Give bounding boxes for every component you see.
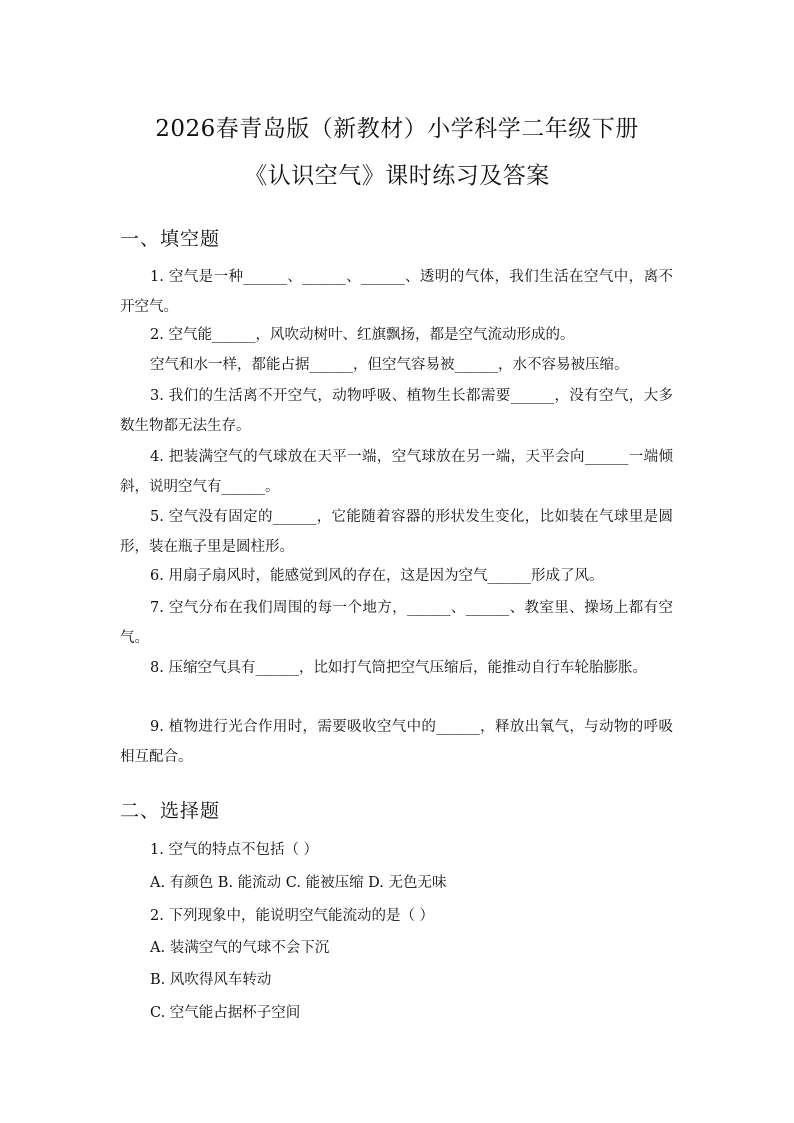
choice-question-1: 1. 空气的特点不包括（ ） <box>150 842 319 858</box>
choice-question-2-option-a: A. 装满空气的气球不会下沉 <box>150 940 330 956</box>
fill-question-2-continued: 空气和水一样，都能占据______，但空气容易被______，水不容易被压缩。 <box>150 357 629 373</box>
choice-question-2: 2. 下列现象中，能说明空气能流动的是（ ） <box>150 908 435 924</box>
section-heading-choice: 二、选择题 <box>120 800 221 822</box>
fill-question-8: 8. 压缩空气具有______，比如打气筒把空气压缩后，能推动自行车轮胎膨胀。 <box>150 660 647 676</box>
fill-question-3: 3. 我们的生活离不开空气，动物呼吸、植物生长都需要______，没有空气，大多数生物都无法生存。 <box>120 388 673 434</box>
document-title-line2: 《认识空气》课时练习及答案 <box>244 163 550 189</box>
fill-question-9: 9. 植物进行光合作用时，需要吸收空气中的______，释放出氧气，与动物的呼吸相互配合。 <box>120 719 673 765</box>
choice-question-2-option-c: C. 空气能占据杯子空间 <box>150 1005 301 1021</box>
fill-question-7: 7. 空气分布在我们周围的每一个地方，______、______、教室里、操场上都有空气。 <box>120 600 673 646</box>
fill-question-4: 4. 把装满空气的气球放在天平一端，空气球放在另一端，天平会向______一端倾斜，说明空气有______。 <box>120 449 673 495</box>
fill-question-5: 5. 空气没有固定的______，它能随着容器的形状发生变化，比如装在气球里是圆形，装在瓶子里是圆柱形。 <box>120 509 673 555</box>
fill-question-6: 6. 用扇子扇风时，能感觉到风的存在，这是因为空气______形成了风。 <box>150 568 604 584</box>
choice-question-2-option-b: B. 风吹得风车转动 <box>150 972 272 988</box>
fill-question-2: 2. 空气能______，风吹动树叶、红旗飘扬，都是空气流动形成的。 <box>150 327 575 343</box>
choice-question-1-options: A. 有颜色 B. 能流动 C. 能被压缩 D. 无色无味 <box>150 875 447 891</box>
section-heading-fill-blank: 一、填空题 <box>120 228 221 250</box>
fill-question-1: 1. 空气是一种______、______、______、透明的气体，我们生活在空气中，离不开空气。 <box>120 269 673 315</box>
document-title-line1: 2026春青岛版（新教材）小学科学二年级下册 <box>155 116 639 142</box>
